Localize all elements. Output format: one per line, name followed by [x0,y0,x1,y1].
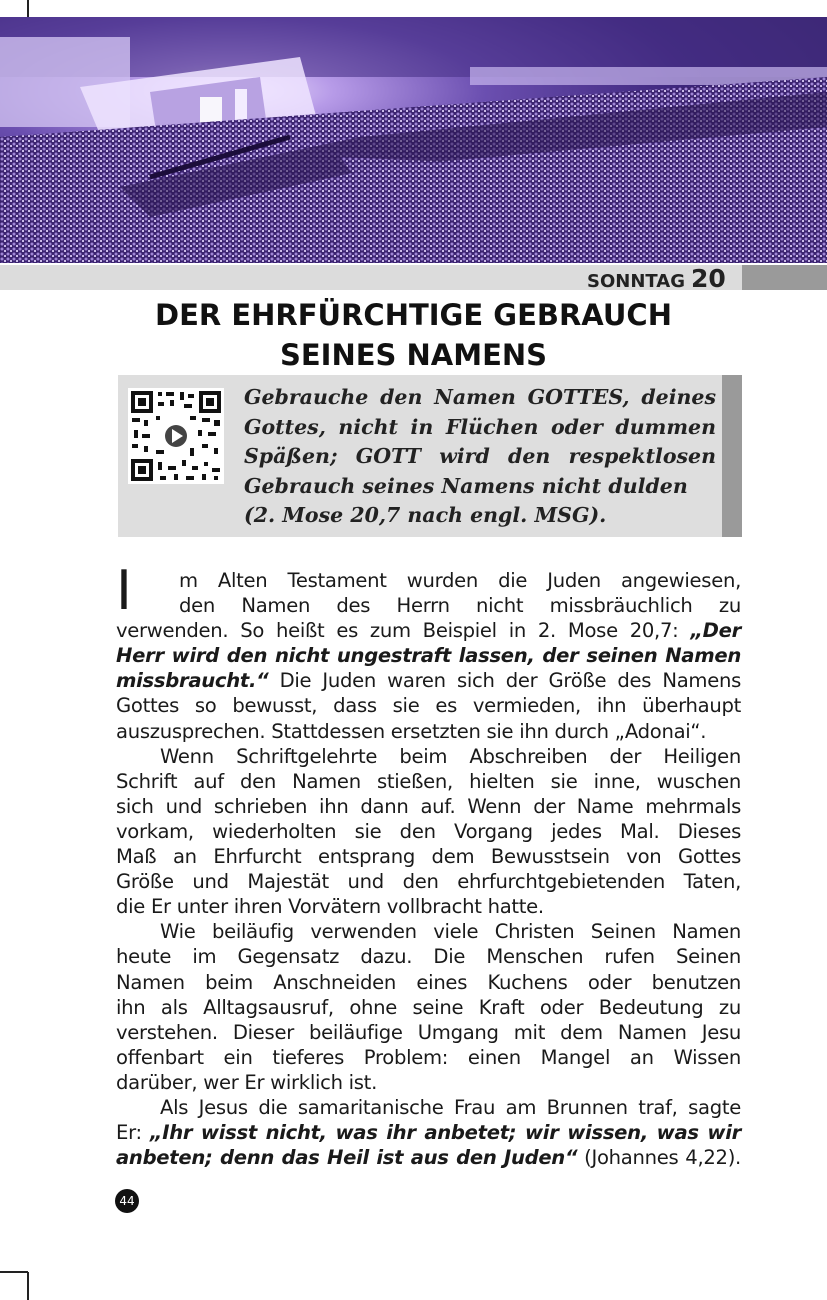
p1-quote-start: „Der [690,619,741,643]
crop-mark-bottom-horizontal [0,1271,28,1273]
p3-line-7: darüber, wer Er wirklich ist. [116,1070,377,1094]
p1-line-3 [116,618,741,643]
p1-line-2: den Namen des Herrn nicht missbräuchlich zu [179,594,741,618]
verse-line-3: Späßen; GOTT wird den respektlosen [244,444,716,468]
p4-quote-end: anbeten; denn das Heil ist aus den Juden“ [116,1146,578,1170]
p3-line-1: Wie beiläufig verwenden viele Christen Seinen Namen [160,920,741,944]
p3-line-3: Namen beim Anschneiden eines Kuchens oder benutzen [116,970,741,994]
verse-box [118,375,722,537]
title-line-2: SEINES NAMENS [279,338,548,372]
day-heading [587,264,726,293]
p2-line-2: Schrift auf den Namen stießen, hielten sie inne, wuschen [116,769,741,793]
p4-line-2-text: Er: [116,1121,150,1145]
p1-line-6: Gottes so bewusst, dass sie es vermieden, ihn überhaupt [116,694,741,718]
p2-line-3: sich und schrieben ihn dann auf. Wenn der Name mehrmals [116,794,741,818]
day-label: SONNTAG [587,271,685,292]
p4-quote-start: „Ihr wisst nicht, was ihr anbetet; wir wissen, was wir [149,1121,741,1145]
p2-line-4: vorkam, wiederholten sie den Vorgang jedes Mal. Dieses [116,819,741,843]
verse-line-4: Gebrauch seines Namens nicht dulden [244,473,688,498]
p3-line-2: heute im Gegensatz dazu. Die Menschen rufen Seinen [116,945,741,969]
p1-quote-line: Herr wird den nicht ungestraft lassen, der seinen Namen [116,644,741,668]
p2-line-6: Größe und Majestät und den ehrfurchtgebietenden Taten, [116,870,741,894]
p4-line-1: Als Jesus die samaritanische Frau am Brunnen traf, sagte [160,1095,741,1119]
p3-line-4: ihn als Alltagsausruf, ohne seine Kraft oder Bedeutung zu [116,995,741,1019]
p2-line-1: Wenn Schriftgelehrte beim Abschreiben der Heiligen [160,744,741,768]
title-line-1: DER EHRFÜRCHTIGE GEBRAUCH [155,298,672,332]
p1-line-3-text: verwenden. So heißt es zum Beispiel in 2. Mose 20,7: [116,619,691,643]
p2-line-7: die Er unter ihren Vorvätern vollbracht hatte. [116,895,544,919]
p1-line-5-text: Die Juden waren sich der Größe des Namens [268,669,741,693]
verse-reference: (2. Mose 20,7 nach engl. MSG). [244,503,607,527]
p3-line-5: verstehen. Dieser beiläufige Umgang mit dem Namen Jesu [116,1020,741,1044]
p4-reference: (Johannes 4,22). [577,1146,741,1170]
body-text [116,559,741,1170]
p1-quote-end: missbraucht.“ [116,669,269,693]
drop-cap: I [116,559,132,622]
day-number: 20 [690,264,726,293]
p1-line-1: m Alten Testament wurden die Juden angewiesen, [179,569,741,592]
page-number: 44 [115,1189,139,1213]
verse-box-edge [722,375,742,537]
verse-text [244,383,716,531]
crop-mark-bottom-vertical [27,1272,29,1300]
verse-line-2: Gottes, nicht in Flüchen oder dummen [244,414,716,439]
concert-hall-illustration [0,17,827,263]
p2-line-5: Maß an Ehrfurcht entsprang dem Bewusstsein von Gottes [116,845,741,869]
day-bar-accent [742,265,827,290]
p1-line-5 [116,668,741,693]
p3-line-6: offenbart ein tieferes Problem: einen Mangel an Wissen [116,1045,741,1069]
verse-line-1: Gebrauche den Namen GOTTES, deines [244,385,716,409]
page-title [100,295,727,375]
p4-line-3 [116,1145,741,1170]
qr-code-icon[interactable] [128,388,224,484]
p4-line-2 [116,1120,741,1145]
hero-image [0,17,827,263]
p1-line-7: auszusprechen. Stattdessen ersetzten sie ihn durch „Adonai“. [116,719,707,743]
